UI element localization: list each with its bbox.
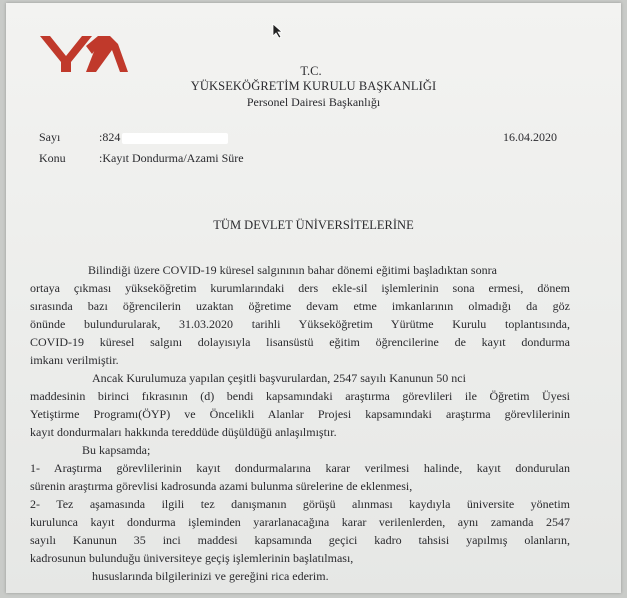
mouse-cursor-icon <box>272 23 284 39</box>
body-line: Ancak Kurulumuza yapılan çeşitli başvurulardan, 2547 sayılı Kanunun 50 nci <box>92 371 466 385</box>
body-line: kayıt dondurmaları hakkında tereddüde düşüldüğü anlaşılmıştır. <box>30 425 337 439</box>
body-line: önünde bulundurularak, 31.03.2020 tarihli Yükseköğretim Yürütme Kurulu toplantısında, <box>30 317 570 331</box>
header-institution: YÜKSEKÖĞRETİM KURULU BAŞKANLIĞI <box>190 79 437 93</box>
document-date: 16.04.2020 <box>503 130 557 144</box>
document-page <box>6 3 621 593</box>
body-line: 1- Araştırma görevlilerinin kayıt dondurmalarına karar verilmesi halinde, kayıt dondurulan <box>30 461 570 475</box>
header-department: Personel Dairesi Başkanlığı <box>246 95 381 109</box>
body-line: kadrosunun bulunduğu üniversiteye geçiş işlemlerinin başlatılması, <box>30 551 354 565</box>
meta-sayi <box>39 130 228 145</box>
body-line: Bilindiği üzere COVID-19 küresel salgınının bahar dönemi eğitimi başladıktan sonra <box>88 263 497 277</box>
body-line: imkanı verilmiştir. <box>30 353 119 367</box>
body-line: sayılı Kanunun 35 inci maddesi kapsamında geçici kadro tahsisi yapılmış olanların, <box>30 533 570 547</box>
body-line: Yetiştirme Programı(ÖYP) ve Öncelikli Alanlar Projesi kapsamındaki araştırma görevlilerinin <box>30 407 570 421</box>
body-line: Bu kapsamda; <box>82 443 151 457</box>
body-line: 2- Tez aşamasında ilgili tez danışmanın görüşü alınması kaydıyla üniversite yönetim <box>30 497 570 511</box>
body-line: maddesinin birinci fıkrasının (d) bendi kapsamındaki araştırma görevlileri ile Öğretim Üyesi <box>30 389 570 403</box>
body-line: sürenin araştırma görevlisi kadrosunda azami bulunma sürelerine de eklenmesi, <box>30 479 413 493</box>
body-line: kurulunca kayıt dondurma işleminden yararlanacağına karar verilenlerden, aynı zamanda 2547 <box>30 515 570 529</box>
body-line: ortaya çıkması yükseköğretim kurumlarındaki ders ekle-sil işlemlerinin sona ermesi, dönem <box>30 281 570 295</box>
body-line: COVID-19 küresel salgını dolayısıyla lisansüstü eğitim öğrencilerine de kayıt dondurma <box>30 335 570 349</box>
addressee: TÜM DEVLET ÜNİVERSİTELERİNE <box>213 218 414 232</box>
redaction-block <box>122 133 228 144</box>
letter-body <box>30 261 570 585</box>
konu-label: Konu <box>39 151 66 165</box>
header-tc: T.C. <box>300 64 322 78</box>
sayi-label: Sayı <box>39 130 61 144</box>
meta-konu <box>39 151 244 166</box>
body-line: hususlarında bilgilerinizi ve gereğini rica ederim. <box>92 569 329 583</box>
body-line: sırasında bazı öğrencilerin uzaktan öğretime devam etme imkanlarının olmadığı da göz <box>30 299 570 313</box>
konu-value: :Kayıt Dondurma/Azami Süre <box>99 151 244 165</box>
sayi-value: :824 <box>99 130 121 144</box>
